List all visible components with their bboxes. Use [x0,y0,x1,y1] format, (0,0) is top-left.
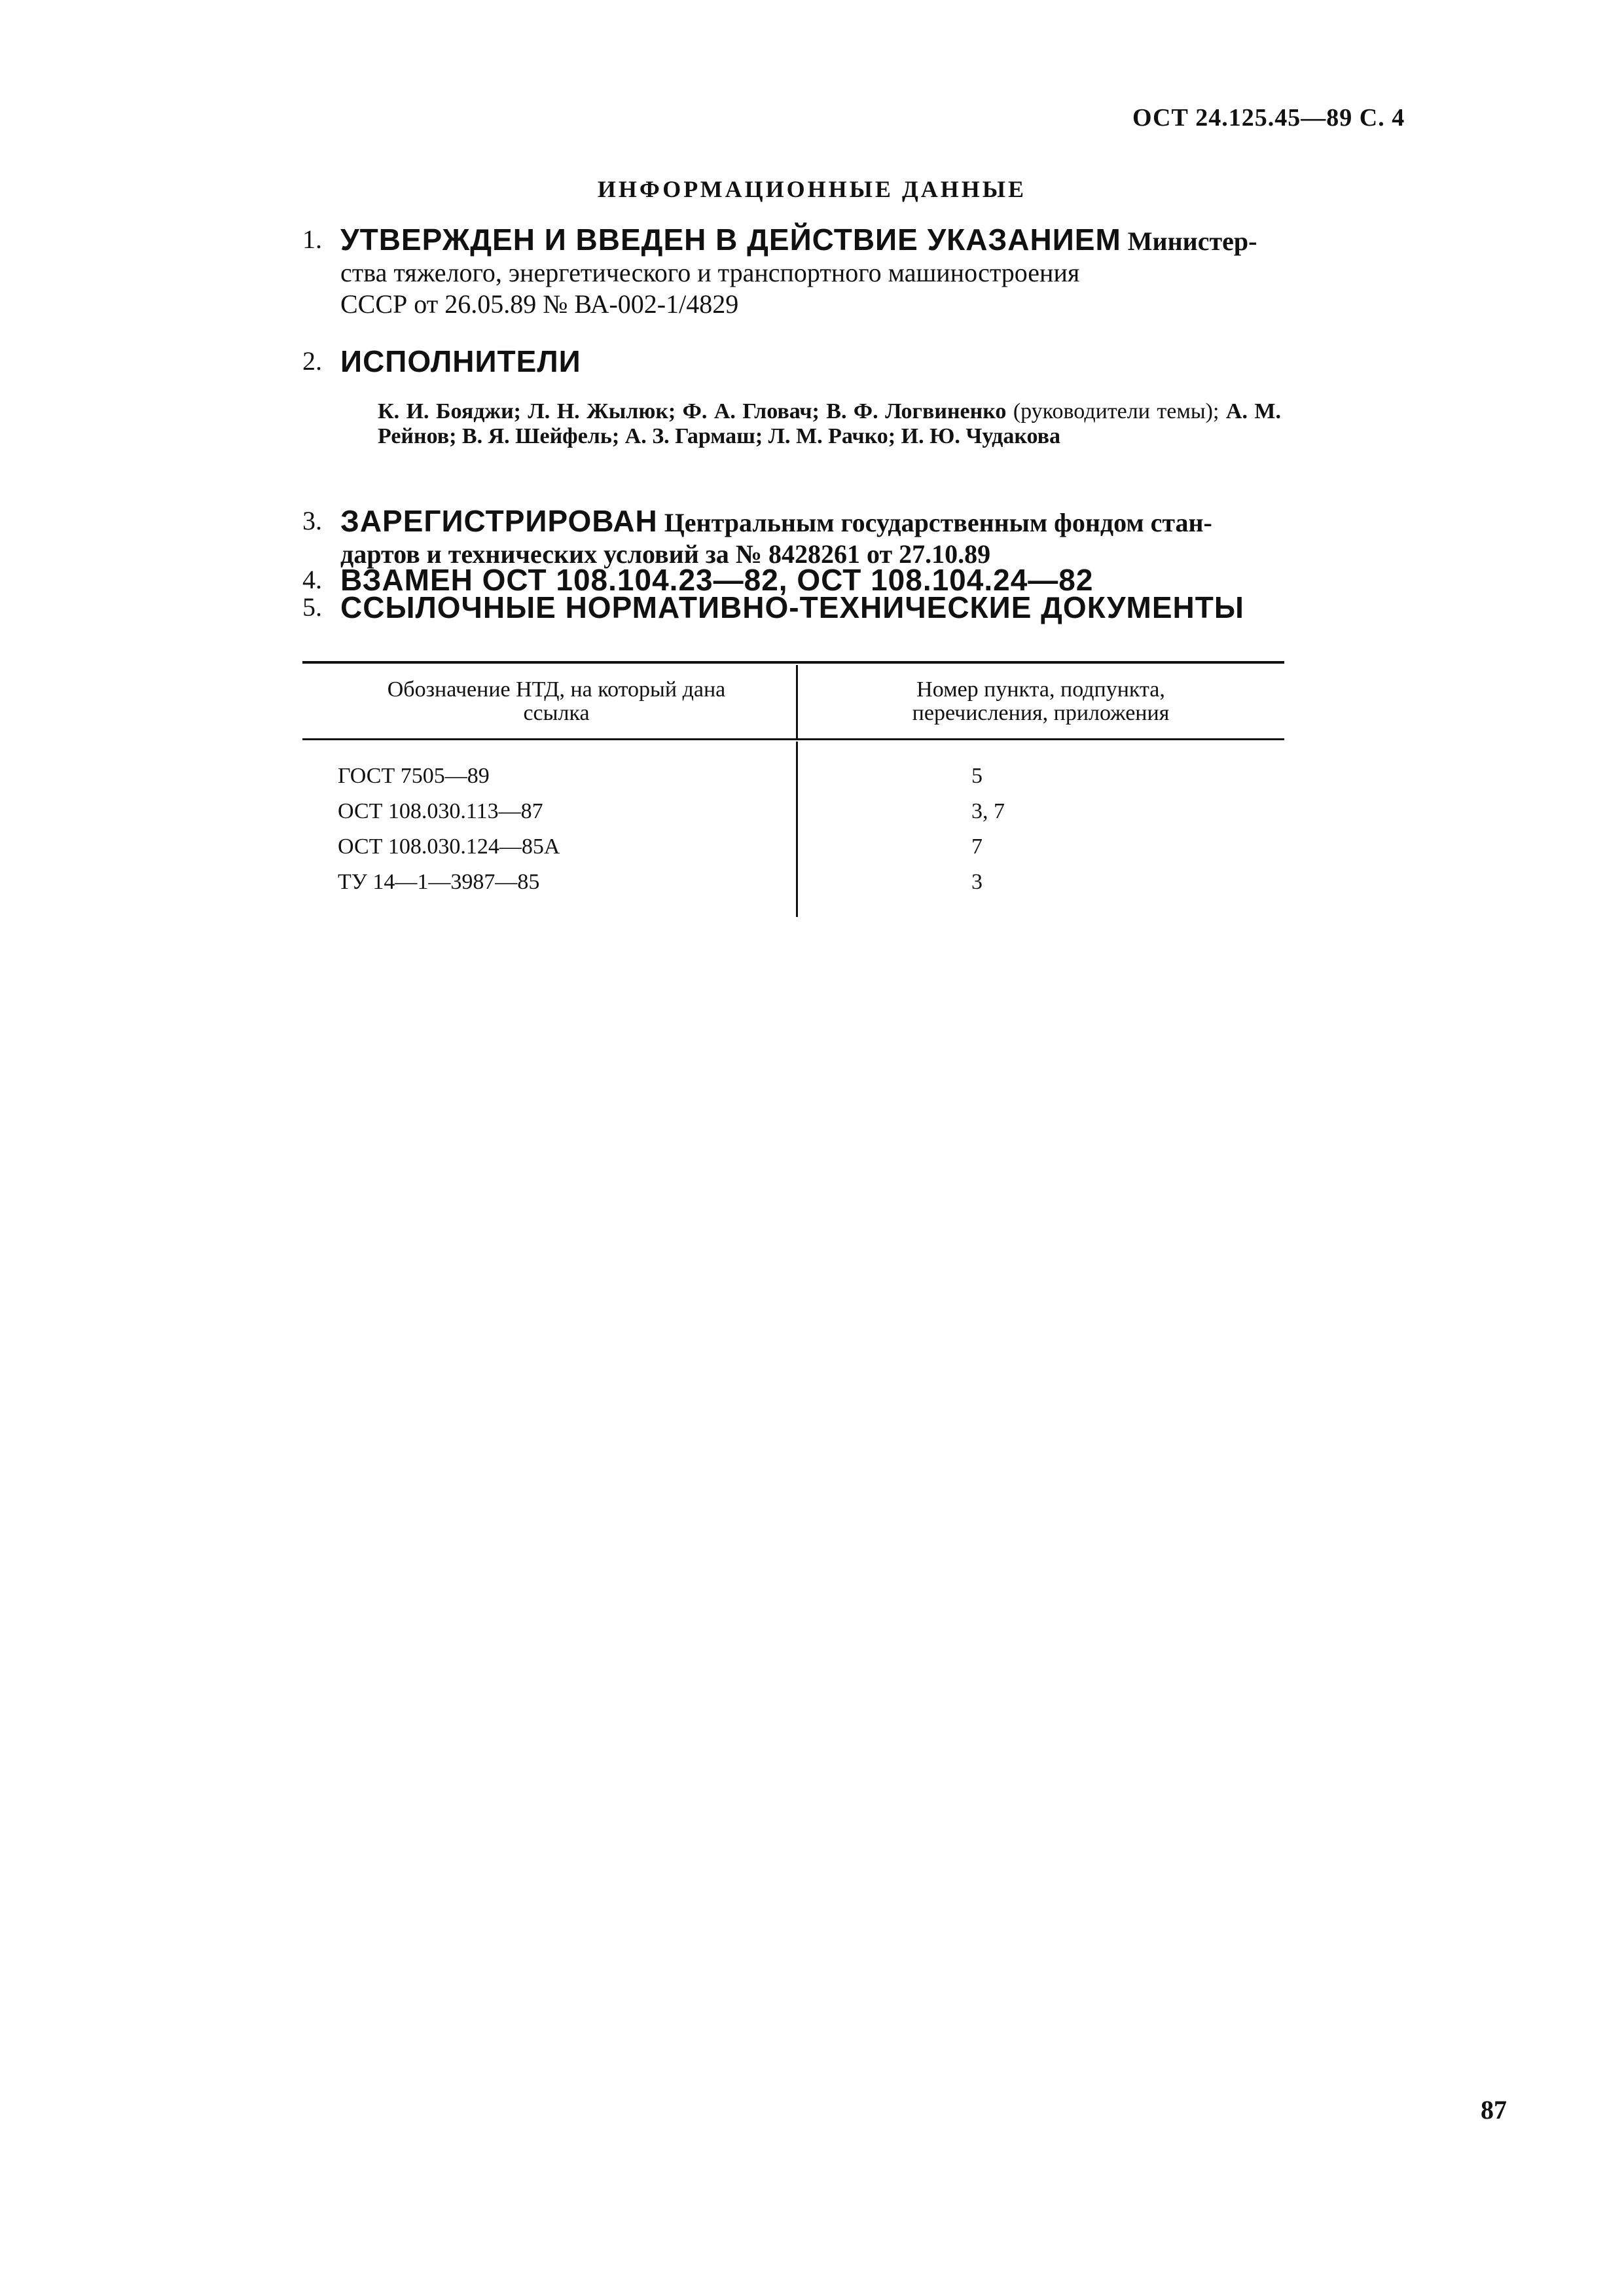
item-text: Министер- [1127,226,1257,256]
item-heading: ССЫЛОЧНЫЕ НОРМАТИВНО-ТЕХНИЧЕСКИЕ ДОКУМЕНТЫ [340,590,1244,624]
table-header-rule [302,738,1284,740]
item-heading: ЗАРЕГИСТРИРОВАН [340,504,658,538]
table-top-rule [302,661,1284,664]
authors-names: К. И. Бояджи; Л. Н. Жылюк; Ф. А. Гловач; В. Ф. Логвиненко [378,399,1007,423]
item-number: 3. [302,506,322,535]
item-number: 2. [302,346,322,376]
page-number: 87 [1481,2095,1507,2125]
table-cell-document: ОСТ 108.030.113—87 [338,799,543,823]
item-number: 4. [302,565,322,594]
table-header-cell: Обозначение НТД, на который дана ссылка [387,677,726,725]
item-heading: ВЗАМЕН ОСТ 108.104.23—82, ОСТ 108.104.24—82 [340,563,1094,597]
table-header-cell: Номер пункта, подпункта, перечисления, приложения [912,677,1170,725]
table-cell-document: ТУ 14—1—3987—85 [338,870,540,894]
authors-role: (руководители темы); [1013,399,1219,423]
table-cell-reference: 7 [971,834,983,859]
item-continuation: ства тяжелого, энергетического и транспортного машиностроения [340,258,1080,287]
authors-list [378,399,1281,449]
item-number: 5. [302,592,322,622]
authors-names: А. М. Рейнов; В. Я. Шейфель; А. З. Гармаш; Л. М. Рачко; И. Ю. Чудакова [378,399,1281,448]
item-number: 1. [302,224,322,254]
item-references [302,592,1297,625]
table-cell-document: ОСТ 108.030.124—85А [338,834,560,859]
item-continuation: дартов и технических условий за № 8428261 от 27.10.89 [340,539,991,569]
item-executors [302,346,1297,379]
item-continuation: СССР от 26.05.89 № ВА-002-1/4829 [340,289,739,319]
item-line [340,224,1297,257]
item-heading: УТВЕРЖДЕН И ВВЕДЕН В ДЕЙСТВИЕ УКАЗАНИЕМ [340,223,1121,257]
table-column-divider [796,742,798,917]
table-cell-reference: 5 [971,764,983,788]
item-approved [302,224,1297,320]
table-cell-reference: 3, 7 [971,799,1005,823]
table-cell-reference: 3 [971,870,983,894]
page-title: ИНФОРМАЦИОННЫЕ ДАННЫЕ [597,176,1027,202]
item-text: Центральным государственным фондом стан- [664,508,1212,537]
table-cell-document: ГОСТ 7505—89 [338,764,490,788]
document-code: ОСТ 24.125.45—89 С. 4 [1132,104,1405,132]
item-heading: ИСПОЛНИТЕЛИ [340,344,581,378]
table-header-divider [796,665,798,738]
item-registered [302,505,1297,570]
